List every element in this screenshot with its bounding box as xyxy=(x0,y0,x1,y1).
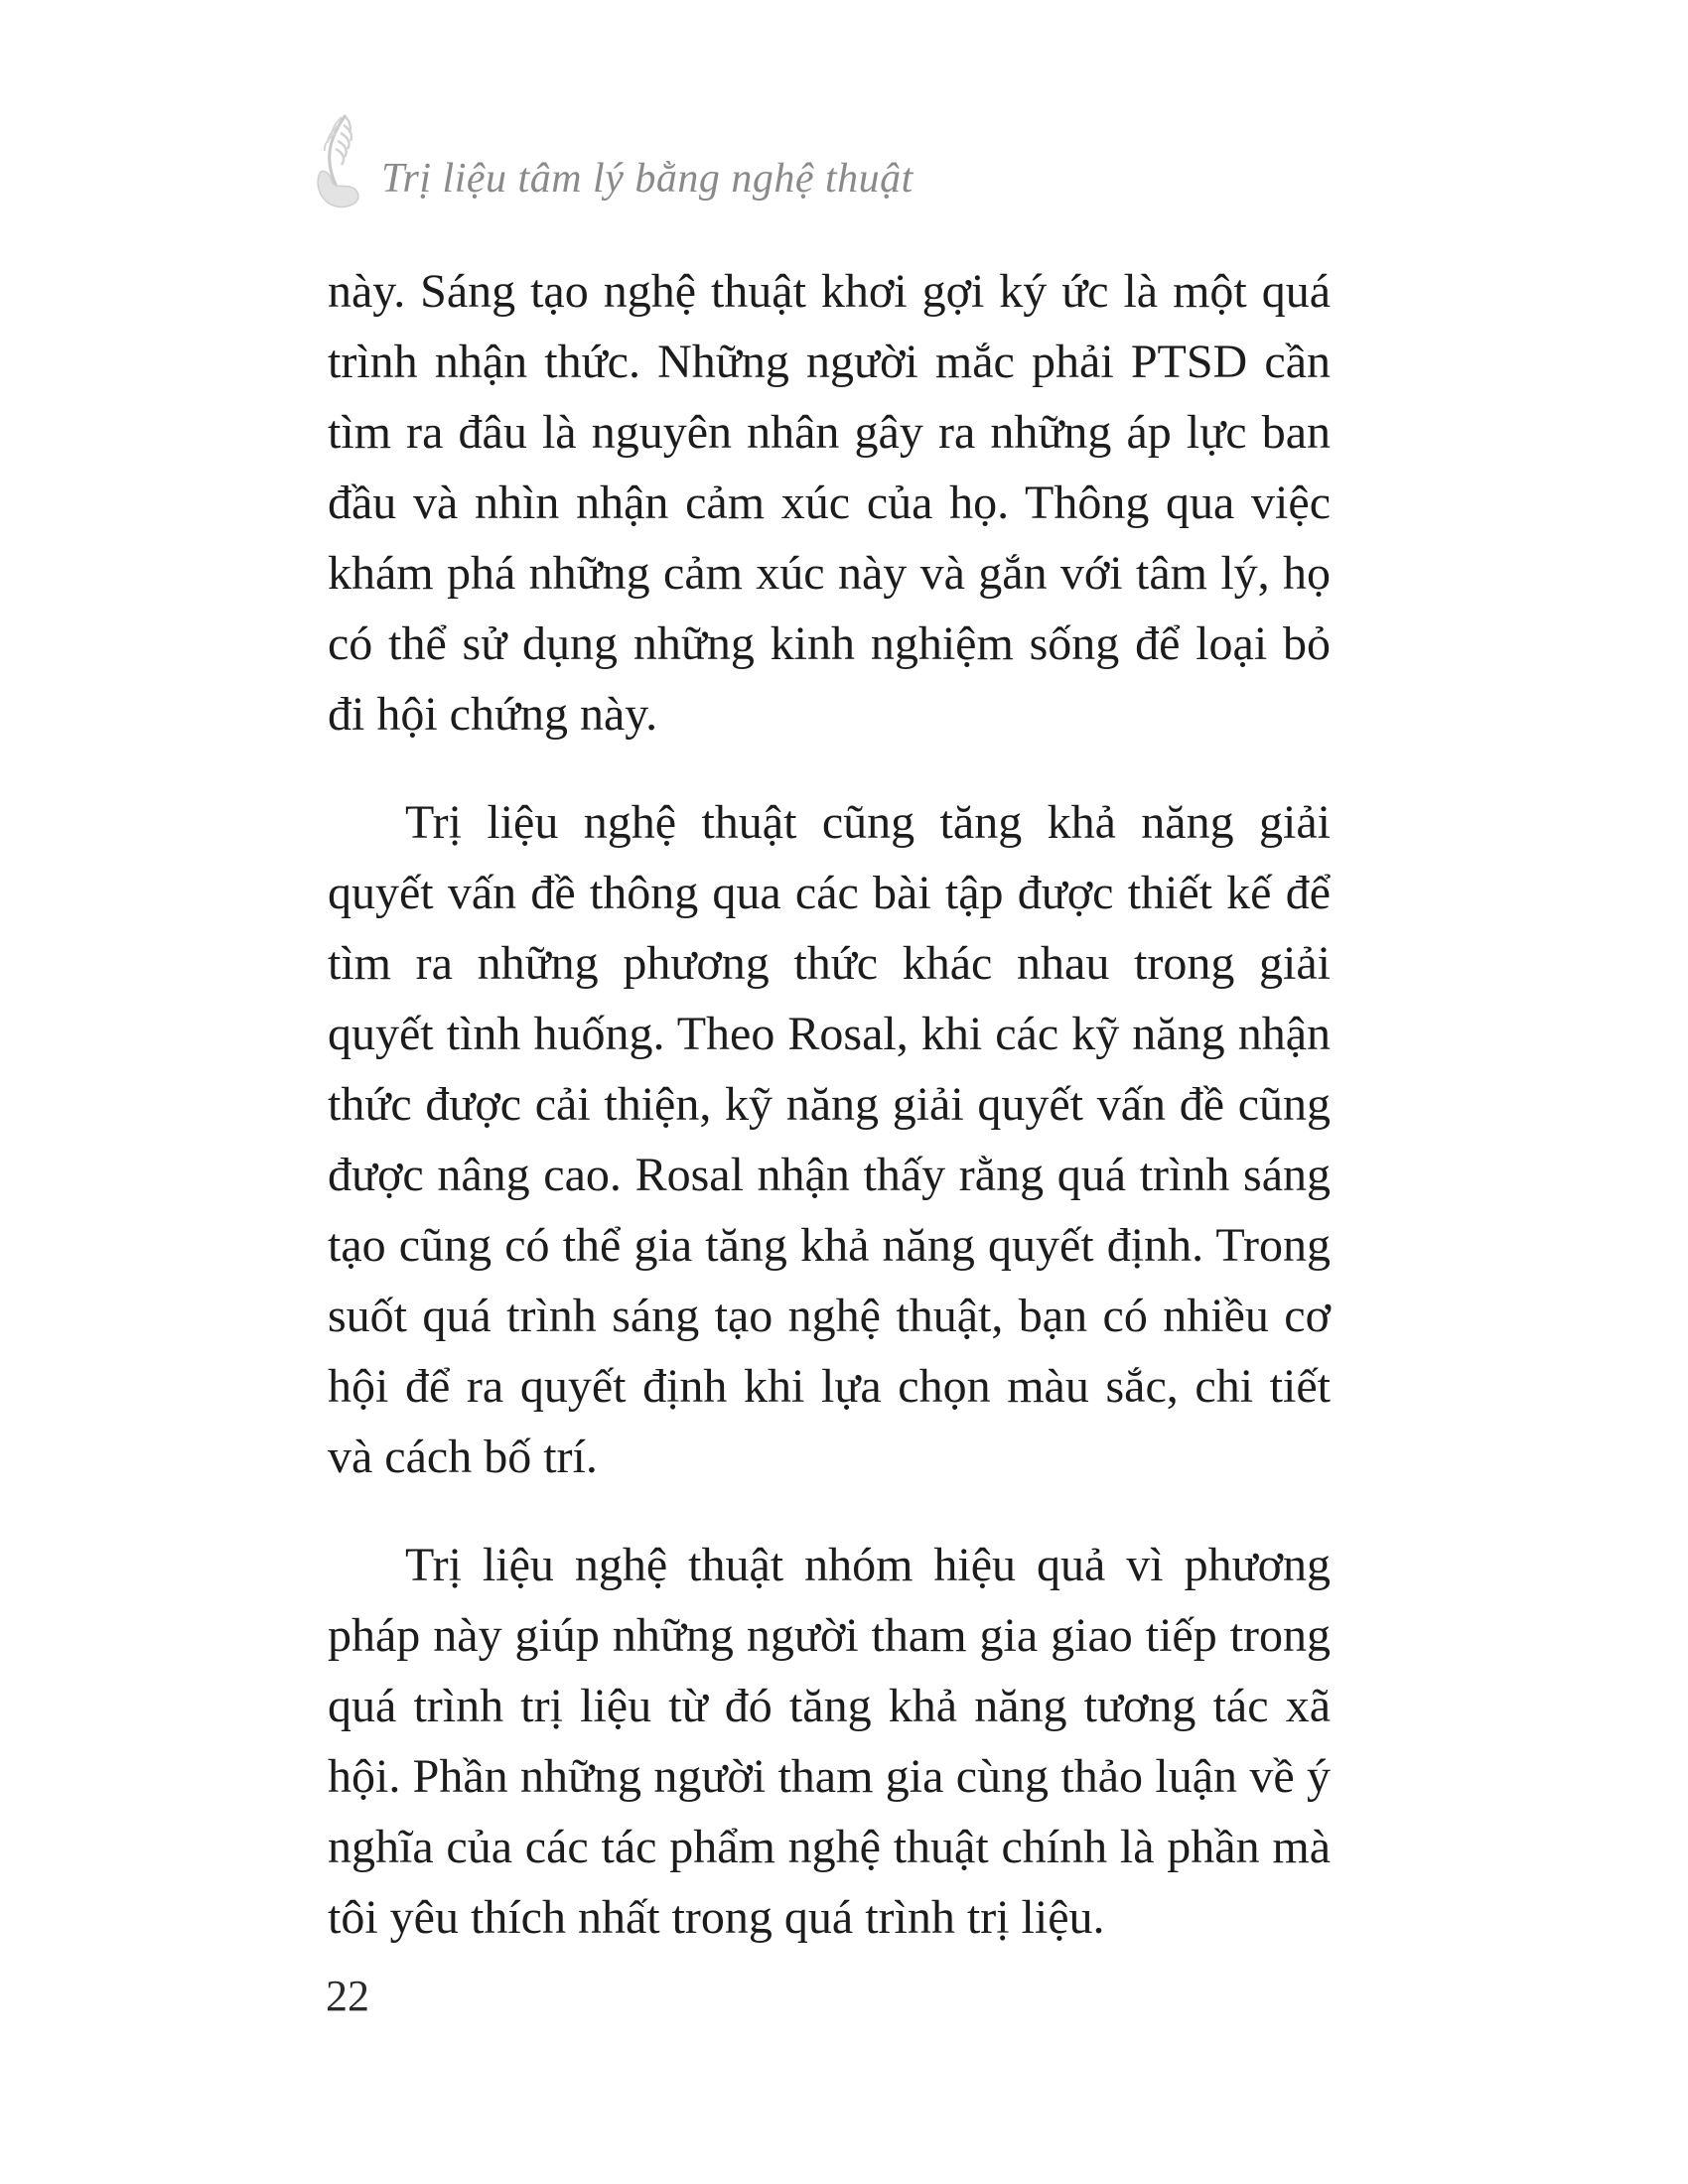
page-number: 22 xyxy=(326,1972,369,2020)
feather-hand-icon xyxy=(306,111,375,210)
paragraph-3: Trị liệu nghệ thuật nhóm hiệu quả vì phương pháp này giúp những người tham gia giao tiếp trong quá trình trị liệu từ đó tăng khả năng tương tác xã hội. Phần những người tham gia cùng thảo luận về ý nghĩa của các tác phẩm nghệ thuật chính là phần mà tôi yêu thích nhất trong quá trình trị liệu. xyxy=(328,1539,1331,1944)
header-title: Trị liệu tâm lý bằng nghệ thuật xyxy=(381,156,914,202)
body-text xyxy=(328,256,1331,1990)
paragraph-1: này. Sáng tạo nghệ thuật khơi gợi ký ức là một quá trình nhận thức. Những người mắc phải PTSD cần tìm ra đâu là nguyên nhân gây ra những áp lực ban đầu và nhìn nhận cảm xúc của họ. Thông qua việc khám phá những cảm xúc này và gắn với tâm lý, họ có thể sử dụng những kinh nghiệm sống để loại bỏ đi hội chứng này. xyxy=(328,265,1331,741)
paragraph-2: Trị liệu nghệ thuật cũng tăng khả năng giải quyết vấn đề thông qua các bài tập được thiết kế để tìm ra những phương thức khác nhau trong giải quyết tình huống. Theo Rosal, khi các kỹ năng nhận thức được cải thiện, kỹ năng giải quyết vấn đề cũng được nâng cao. Rosal nhận thấy rằng quá trình sáng tạo cũng có thể gia tăng khả năng quyết định. Trong suốt quá trình sáng tạo nghệ thuật, bạn có nhiều cơ hội để ra quyết định khi lựa chọn màu sắc, chi tiết và cách bố trí. xyxy=(328,796,1331,1483)
running-header xyxy=(306,111,1001,210)
